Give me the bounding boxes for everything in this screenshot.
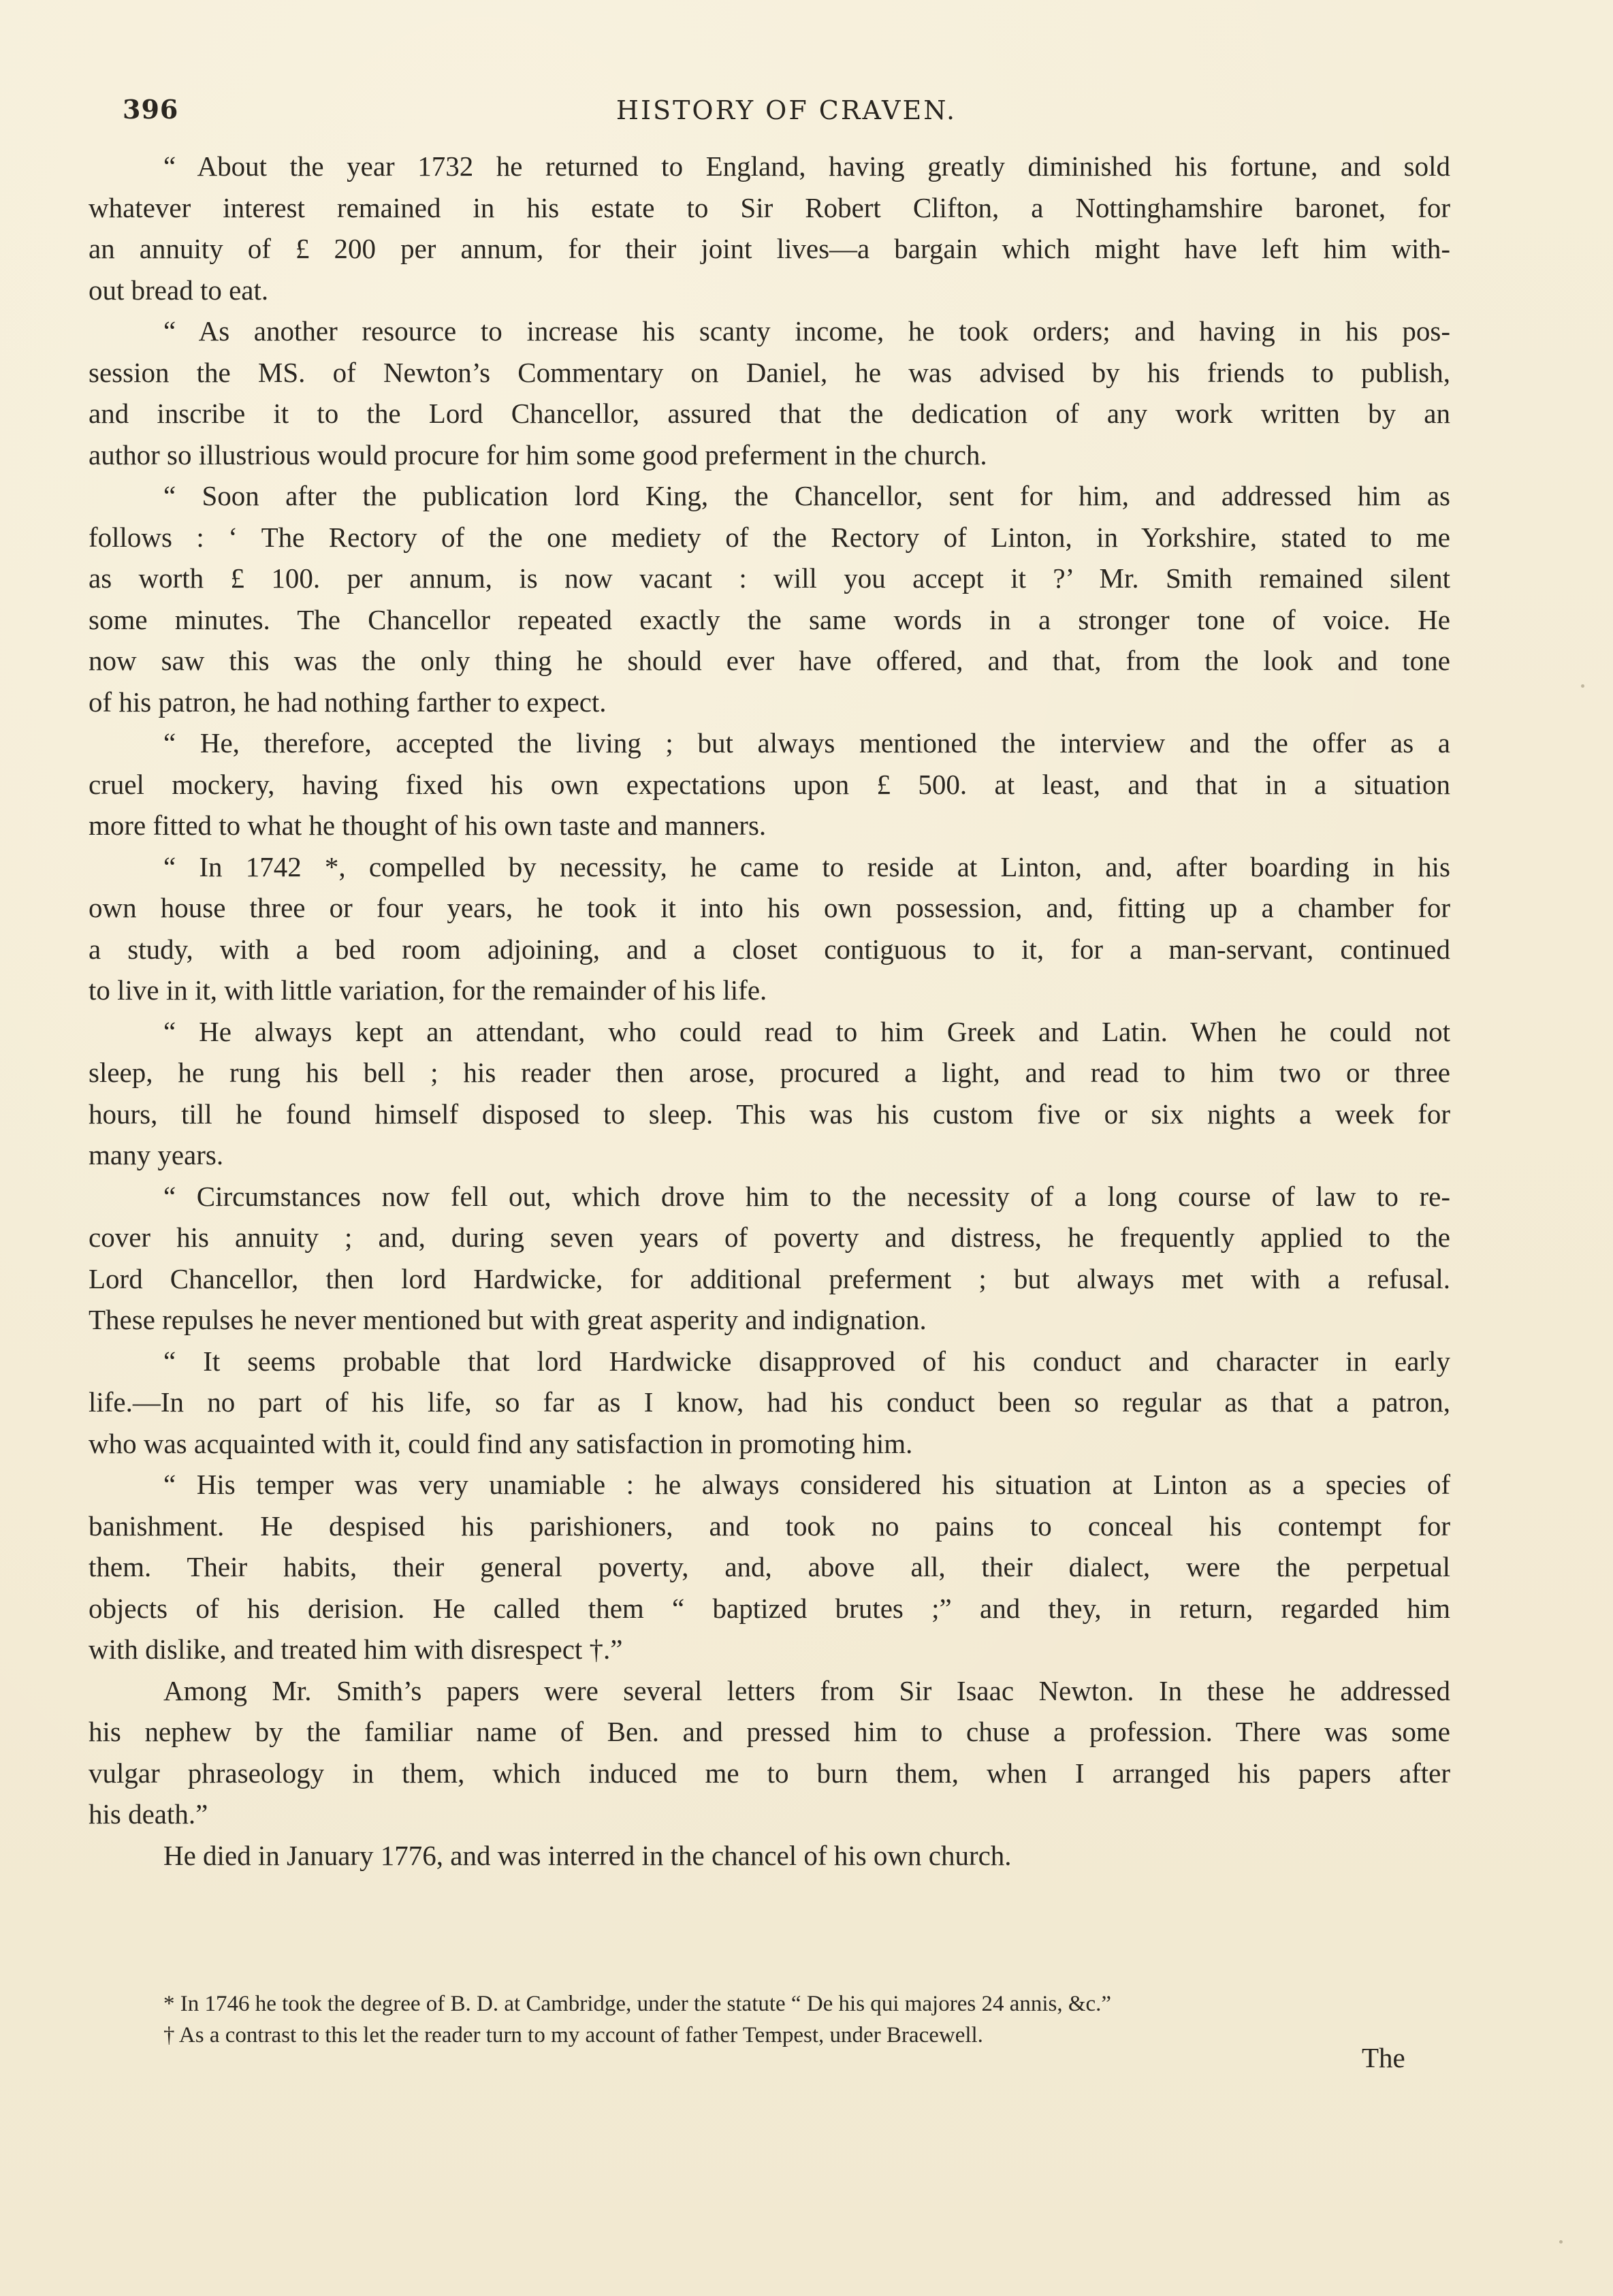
text-line: his death.” bbox=[89, 1798, 208, 1830]
text-line: of his patron, he had nothing farther to expect. bbox=[89, 686, 607, 718]
running-title: HISTORY OF CRAVEN. bbox=[616, 95, 957, 125]
text-line: life.—In no part of his life, so far as I know, had his conduct been so regular as that a patron, bbox=[89, 1386, 1450, 1418]
text-line: “ It seems probable that lord Hardwicke disapproved of his conduct and character in early bbox=[163, 1345, 1450, 1377]
text-line: objects of his derision. He called them “ baptized brutes ;” and they, in return, regarded him bbox=[89, 1592, 1450, 1624]
paragraph-2 bbox=[89, 310, 1450, 475]
footnote-asterisk: * In 1746 he took the degree of B. D. at Cambridge, under the statute “ De his qui majores 24 annis, &c.” bbox=[163, 1992, 1112, 2016]
text-line: them. Their habits, their general poverty, and, above all, their dialect, were the perpetual bbox=[89, 1551, 1450, 1582]
text-line: “ Soon after the publication lord King, the Chancellor, sent for him, and addressed him as bbox=[163, 480, 1450, 511]
footnotes bbox=[89, 1988, 1450, 2051]
text-line: hours, till he found himself disposed to sleep. This was his custom five or six nights a week for bbox=[89, 1098, 1450, 1130]
text-line: a study, with a bed room adjoining, and a closet contiguous to it, for a man-servant, continued bbox=[89, 933, 1450, 965]
text-line: own house three or four years, he took it into his own possession, and, fitting up a chamber for bbox=[89, 892, 1450, 923]
paper-speck bbox=[1559, 2240, 1563, 2244]
paper-speck bbox=[1581, 684, 1584, 688]
text-line: “ Circumstances now fell out, which drove him to the necessity of a long course of law to re- bbox=[163, 1180, 1450, 1212]
text-line: cruel mockery, having fixed his own expectations upon £ 500. at least, and that in a situation bbox=[89, 768, 1450, 800]
paragraph-8 bbox=[89, 1341, 1450, 1465]
text-line: his nephew by the familiar name of Ben. and pressed him to chuse a profession. There was some bbox=[89, 1716, 1450, 1747]
text-line: “ His temper was very unamiable : he always considered his situation at Linton as a species of bbox=[163, 1469, 1450, 1500]
paragraph-5 bbox=[89, 846, 1450, 1011]
paragraph-11 bbox=[89, 1835, 1450, 1877]
text-line: Among Mr. Smith’s papers were several letters from Sir Isaac Newton. In these he addressed bbox=[163, 1674, 1450, 1706]
body-text bbox=[89, 146, 1450, 1876]
page-header bbox=[123, 94, 1450, 135]
text-line: vulgar phraseology in them, which induced me to burn them, when I arranged his papers after bbox=[89, 1757, 1450, 1789]
text-line: Lord Chancellor, then lord Hardwicke, for additional preferment ; but always met with a refusal. bbox=[89, 1262, 1450, 1294]
page-number: 396 bbox=[123, 94, 179, 125]
text-line: some minutes. The Chancellor repeated exactly the same words in a stronger tone of voice. He bbox=[89, 603, 1450, 635]
text-line: whatever interest remained in his estate to Sir Robert Clifton, a Nottinghamshire baronet, for bbox=[89, 191, 1450, 223]
text-line: sleep, he rung his bell ; his reader then arose, procured a light, and read to him two or three bbox=[89, 1057, 1450, 1088]
text-line: more fitted to what he thought of his own taste and manners. bbox=[89, 810, 767, 841]
text-line: “ About the year 1732 he returned to England, having greatly diminished his fortune, and sold bbox=[163, 150, 1450, 182]
text-line: who was acquainted with it, could find any satisfaction in promoting him. bbox=[89, 1427, 913, 1459]
text-line: follows : ‘ The Rectory of the one mediety of the Rectory of Linton, in Yorkshire, stated to me bbox=[89, 521, 1450, 553]
text-line: “ He, therefore, accepted the living ; but always mentioned the interview and the offer as a bbox=[163, 727, 1450, 759]
text-line: “ As another resource to increase his scanty income, he took orders; and having in his pos- bbox=[163, 315, 1450, 347]
text-line: “ In 1742 *, compelled by necessity, he came to reside at Linton, and, after boarding in his bbox=[163, 850, 1450, 882]
paragraph-4 bbox=[89, 722, 1450, 846]
text-line: cover his annuity ; and, during seven years of poverty and distress, he frequently applied to the bbox=[89, 1222, 1450, 1253]
text-line: These repulses he never mentioned but with great asperity and indignation. bbox=[89, 1304, 927, 1335]
text-line: session the MS. of Newton’s Commentary on Daniel, he was advised by his friends to publish, bbox=[89, 356, 1450, 388]
text-line: to live in it, with little variation, for the remainder of his life. bbox=[89, 974, 767, 1006]
text-line: many years. bbox=[89, 1139, 224, 1170]
text-line: “ He always kept an attendant, who could read to him Greek and Latin. When he could not bbox=[163, 1015, 1450, 1047]
paragraph-10 bbox=[89, 1670, 1450, 1835]
paragraph-9 bbox=[89, 1464, 1450, 1670]
catchword: The bbox=[1362, 2042, 1405, 2073]
text-line: banishment. He despised his parishioners, and took no pains to conceal his contempt for bbox=[89, 1510, 1450, 1542]
text-line: as worth £ 100. per annum, is now vacant : will you accept it ?’ Mr. Smith remained silent bbox=[89, 562, 1450, 594]
text-line: out bread to eat. bbox=[89, 274, 269, 306]
text-line: an annuity of £ 200 per annum, for their joint lives—a bargain which might have left him with- bbox=[89, 233, 1450, 264]
paragraph-3 bbox=[89, 475, 1450, 722]
paragraph-7 bbox=[89, 1176, 1450, 1341]
text-line: author so illustrious would procure for him some good preferment in the church. bbox=[89, 439, 987, 471]
text-line: He died in January 1776, and was interred in the chancel of his own church. bbox=[163, 1839, 1012, 1871]
text-line: now saw this was the only thing he should ever have offered, and that, from the look and tone bbox=[89, 645, 1450, 676]
text-line: with dislike, and treated him with disrespect †.” bbox=[89, 1633, 623, 1665]
paragraph-6 bbox=[89, 1011, 1450, 1176]
footnote-dagger: † As a contrast to this let the reader turn to my account of father Tempest, under Bracewell. bbox=[163, 2023, 983, 2047]
paragraph-1 bbox=[89, 146, 1450, 310]
text-line: and inscribe it to the Lord Chancellor, assured that the dedication of any work written by an bbox=[89, 398, 1450, 429]
